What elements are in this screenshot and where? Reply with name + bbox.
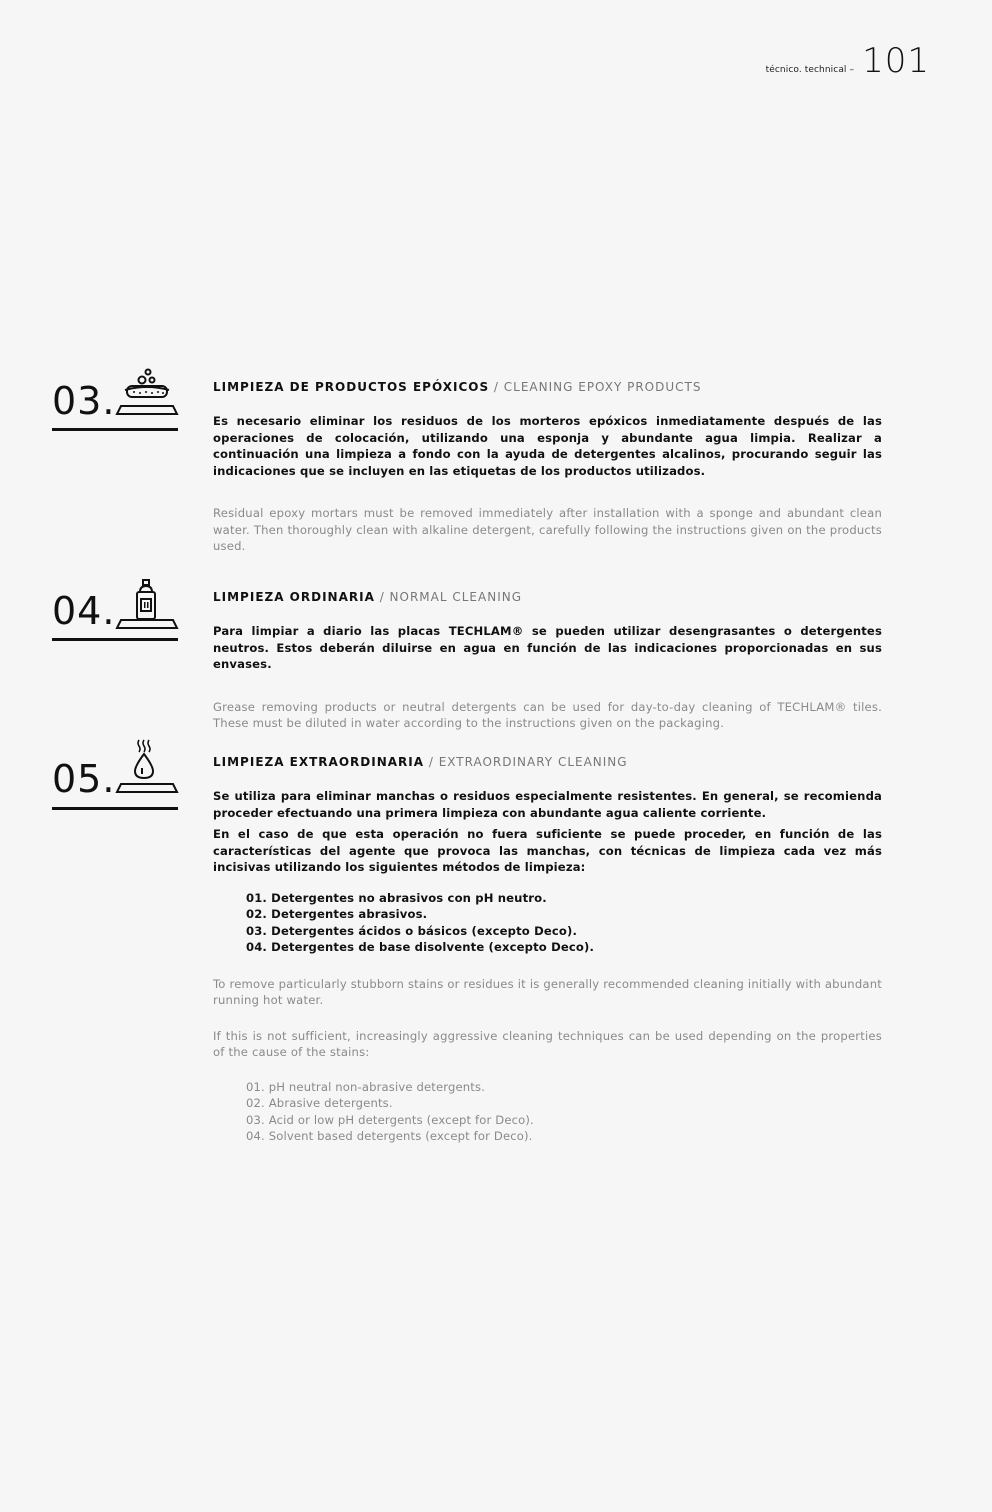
hot-water-drop-icon bbox=[115, 738, 179, 798]
sponge-icon bbox=[115, 366, 179, 420]
body-es-2: En el caso de que esta operación no fuera suficiente se puede proceder, en función de las características del agente que provoca las manchas, con técnicas de limpieza cada vez más incisivas utilizando los siguientes métodos de limpieza: bbox=[213, 827, 882, 874]
section-content bbox=[213, 380, 882, 555]
page-header bbox=[765, 41, 930, 81]
section-title bbox=[213, 755, 882, 769]
section-label: técnico. technical – bbox=[765, 65, 855, 75]
title-separator: / bbox=[489, 380, 504, 394]
section-content bbox=[213, 755, 882, 1145]
title-es: LIMPIEZA DE PRODUCTOS EPÓXICOS bbox=[213, 380, 490, 394]
section-rule bbox=[52, 807, 178, 810]
list-item: 03. Detergentes ácidos o básicos (excepto Deco). bbox=[246, 923, 578, 938]
section-title bbox=[213, 380, 882, 394]
list-item: 04. Detergentes de base disolvente (excepto Deco). bbox=[246, 940, 595, 954]
list-item: 02. Abrasive detergents. bbox=[246, 1096, 393, 1110]
body-en-1: To remove particularly stubborn stains or residues it is generally recommended cleaning initially with abundant running hot water. bbox=[213, 976, 882, 1007]
section-rule bbox=[52, 428, 178, 431]
section-number: 05. bbox=[52, 757, 116, 801]
section-rule bbox=[52, 638, 178, 641]
title-es: LIMPIEZA EXTRAORDINARIA bbox=[213, 755, 425, 769]
list-item: 04. Solvent based detergents (except for Deco). bbox=[246, 1129, 533, 1143]
body-es: Es necesario eliminar los residuos de los morteros epóxicos inmediatamente después de las operaciones de colocación, utilizando una esponja y abundante agua limpia. Realizar a continuación una limpieza a fondo con la ayuda de detergentes alcalinos, procurando seguir las indicaciones que se incluyen en las etiquetas de los productos utilizados. bbox=[213, 414, 882, 478]
title-separator: / bbox=[374, 590, 390, 604]
list-item: 01. Detergentes no abrasivos con pH neutro. bbox=[246, 890, 547, 905]
page-number: 101 bbox=[862, 41, 930, 81]
title-en: CLEANING EPOXY PRODUCTS bbox=[503, 380, 702, 394]
methods-list-en bbox=[213, 1079, 882, 1145]
methods-list-es bbox=[213, 890, 882, 956]
section-title bbox=[213, 590, 882, 604]
body-es-1: Se utiliza para eliminar manchas o residuos especialmente resistentes. En general, se recomienda proceder efectuando una primera limpieza con abundante agua caliente corriente. bbox=[213, 789, 882, 820]
body-en-2: If this is not sufficient, increasingly aggressive cleaning techniques can be used depending on the properties of the cause of the stains: bbox=[213, 1028, 882, 1059]
list-item: 03. Acid or low pH detergents (except for Deco). bbox=[246, 1112, 534, 1127]
list-item: 01. pH neutral non-abrasive detergents. bbox=[246, 1079, 485, 1094]
title-en: EXTRAORDINARY CLEANING bbox=[438, 755, 628, 769]
section-number: 03. bbox=[52, 379, 116, 423]
body-en: Residual epoxy mortars must be removed immediately after installation with a sponge and abundant clean water. Then thoroughly clean with alkaline detergent, carefully following the instructions given on the products used. bbox=[213, 506, 882, 553]
body-es: Para limpiar a diario las placas TECHLAM® se pueden utilizar desengrasantes o detergentes neutros. Estos deberán diluirse en agua en función de las indicaciones proporcionadas en sus envases. bbox=[213, 624, 882, 671]
section-content bbox=[213, 590, 882, 732]
title-separator: / bbox=[424, 755, 439, 769]
detergent-bottle-icon bbox=[115, 578, 179, 632]
list-item: 02. Detergentes abrasivos. bbox=[246, 907, 428, 921]
section-number: 04. bbox=[52, 589, 116, 633]
title-en: NORMAL CLEANING bbox=[389, 590, 523, 604]
body-en: Grease removing products or neutral detergents can be used for day-to-day cleaning of TECHLAM® tiles. These must be diluted in water according to the instructions given on the packaging. bbox=[213, 699, 882, 730]
title-es: LIMPIEZA ORDINARIA bbox=[213, 590, 375, 604]
